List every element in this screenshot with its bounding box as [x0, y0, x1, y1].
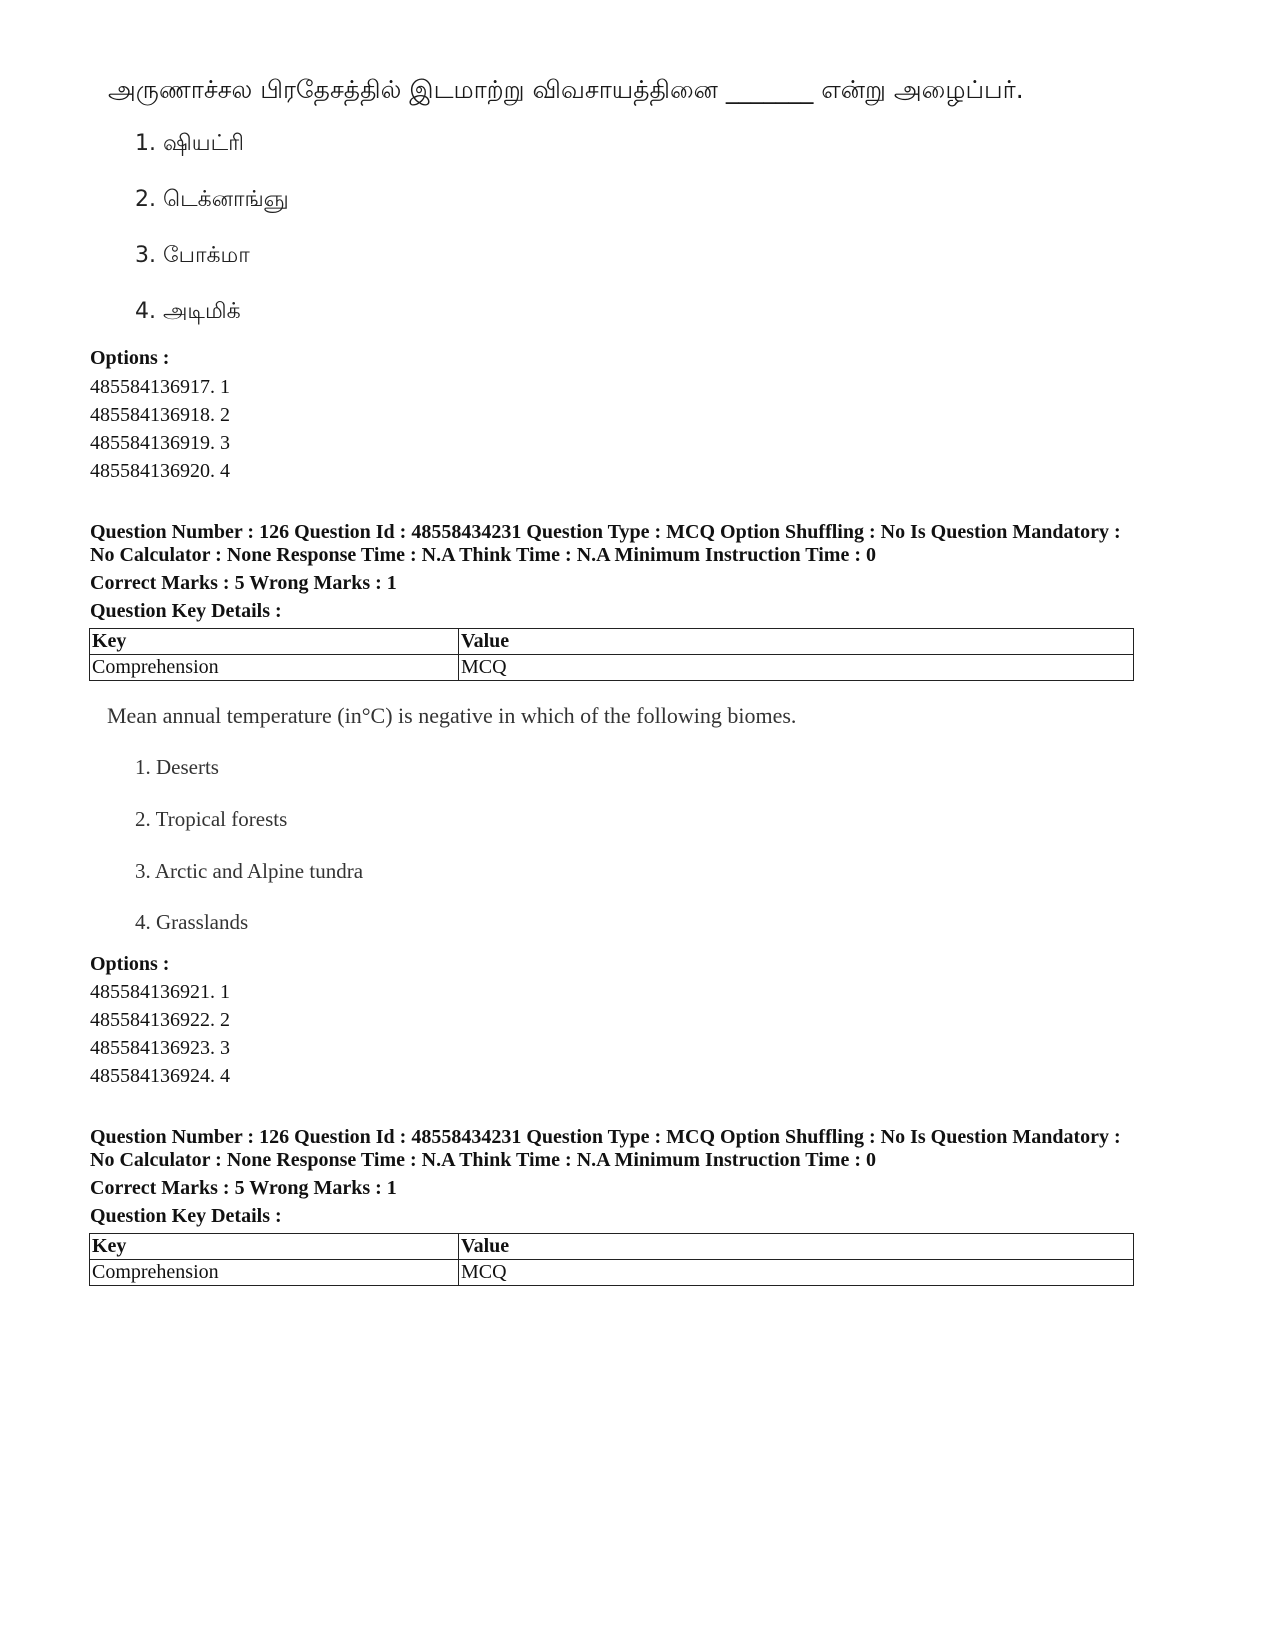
key-details-table: [89, 628, 1134, 681]
choice-1: 1. Deserts: [135, 755, 219, 779]
options-label: Options :: [90, 953, 170, 975]
option-item: 485584136919. 3: [90, 432, 230, 454]
table-header-value: Value: [459, 629, 1134, 655]
choice-1: 1. ஷியட்ரி: [135, 131, 244, 156]
table-cell-key: Comprehension: [90, 655, 459, 681]
choice-3: 3. போக்மா: [135, 243, 250, 268]
meta-line-2: No Calculator : None Response Time : N.A Think Time : N.A Minimum Instruction Time : 0: [90, 1149, 876, 1171]
table-header-value: Value: [459, 1234, 1134, 1260]
question-text-tamil: அருணாச்சல பிரதேசத்தில் இடமாற்று விவசாயத்தினை _______ என்று அழைப்பர்.: [108, 75, 1024, 104]
choice-4: 4. அடிமிக்: [135, 299, 241, 324]
key-details-label: Question Key Details :: [90, 600, 282, 622]
question-text-english: Mean annual temperature (in°C) is negative in which of the following biomes.: [107, 703, 797, 728]
meta-line-1: Question Number : 126 Question Id : 48558434231 Question Type : MCQ Option Shuffling : No Is Question Mandatory :: [90, 521, 1121, 543]
table-row: [90, 1260, 1134, 1286]
choice-2: 2. டெக்னாங்ஞு: [135, 187, 289, 212]
option-item: 485584136920. 4: [90, 460, 230, 482]
choice-2: 2. Tropical forests: [135, 807, 288, 831]
option-item: 485584136923. 3: [90, 1037, 230, 1059]
table-header-key: Key: [90, 1234, 459, 1260]
options-label: Options :: [90, 347, 170, 369]
table-header-row: [90, 1234, 1134, 1260]
table-cell-value: MCQ: [459, 655, 1134, 681]
key-details-table: [89, 1233, 1134, 1286]
table-cell-value: MCQ: [459, 1260, 1134, 1286]
options-list: [90, 373, 230, 485]
table-header-key: Key: [90, 629, 459, 655]
option-item: 485584136921. 1: [90, 981, 230, 1003]
meta-line-1: Question Number : 126 Question Id : 48558434231 Question Type : MCQ Option Shuffling : No Is Question Mandatory :: [90, 1126, 1121, 1148]
option-item: 485584136922. 2: [90, 1009, 230, 1031]
question-meta: [90, 521, 1190, 567]
table-row: [90, 655, 1134, 681]
options-list: [90, 978, 230, 1090]
marks-line: Correct Marks : 5 Wrong Marks : 1: [90, 572, 397, 594]
choice-3: 3. Arctic and Alpine tundra: [135, 859, 364, 883]
table-header-row: [90, 629, 1134, 655]
meta-line-2: No Calculator : None Response Time : N.A Think Time : N.A Minimum Instruction Time : 0: [90, 544, 876, 566]
option-item: 485584136917. 1: [90, 376, 230, 398]
question-meta: [90, 1126, 1190, 1172]
option-item: 485584136918. 2: [90, 404, 230, 426]
marks-line: Correct Marks : 5 Wrong Marks : 1: [90, 1177, 397, 1199]
table-cell-key: Comprehension: [90, 1260, 459, 1286]
key-details-label: Question Key Details :: [90, 1205, 282, 1227]
option-item: 485584136924. 4: [90, 1065, 230, 1087]
choice-4: 4. Grasslands: [135, 910, 249, 934]
